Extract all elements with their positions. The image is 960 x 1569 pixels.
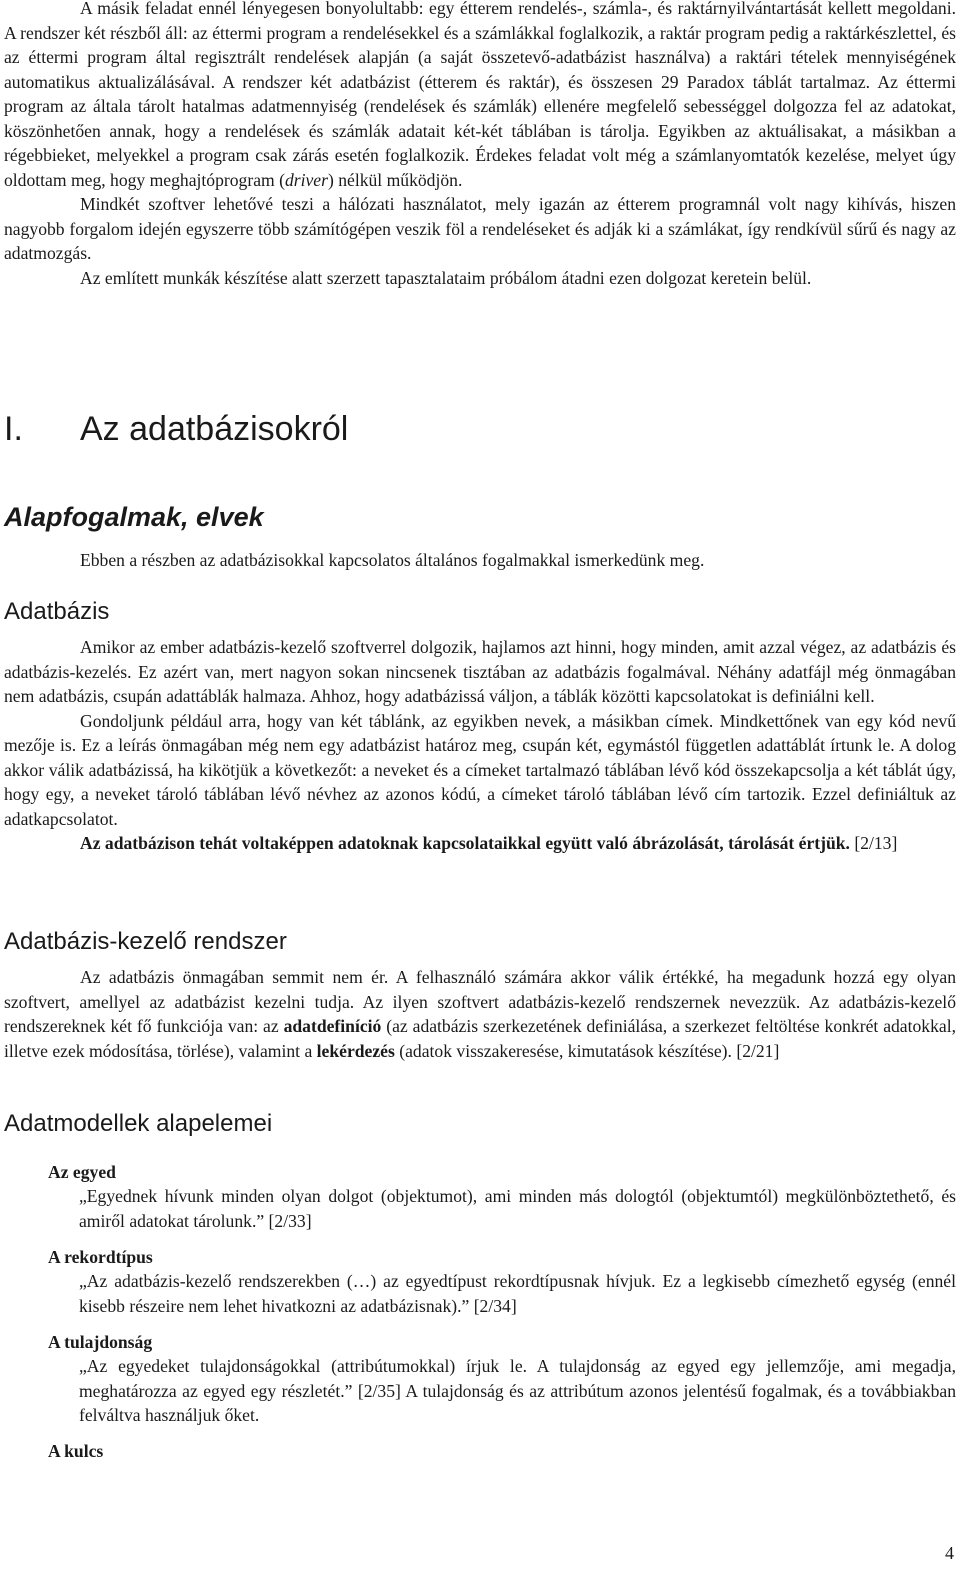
term-tulajdonsag: A tulajdonság	[48, 1332, 153, 1352]
term-kulcs: A kulcs	[48, 1441, 104, 1461]
term-egyed: Az egyed	[48, 1162, 116, 1182]
subheading-adatmodellek: Adatmodellek alapelemei	[4, 1110, 273, 1137]
subheading-kezelo: Adatbázis-kezelő rendszer	[4, 928, 287, 955]
subheading-adatbazis: Adatbázis	[4, 598, 110, 625]
intro-paragraph-3: Az említett munkák készítése alatt szerzett tapasztalataim próbálom átadni ezen dolgozat keretein belül.	[80, 267, 812, 288]
kezelo-paragraph: Az adatbázis önmagában semmit nem ér. A felhasználó számára akkor válik értékké, ha megadunk hozzá egy olyan szoftvert, amellyel az adatbázist kezelni tudja. Az ilyen szoftvert adatbázis-kezelő rendszernek nevezzük. Az adatbázis-kezelő rendszereknek két fő funkciója van: az adatdefiníció (az adatbázis szerkezetének definiálása, a szerkezet feltöltése konkrét adatokkal, illetve ezek módosítása, törlése), valamint a lekérdezés (adatok visszakeresése, kimutatások készítése). [2/21]	[4, 967, 956, 1061]
intro-paragraph-2: Mindkét szoftver lehetővé teszi a hálózati használatot, mely igazán az étterem programnál volt nagy kihívás, hiszen nagyobb forgalom idején egyszerre több számítógépen veszik föl a rendeléseket és adják ki a számlákat, így rendkívül sűrű és nagy az adatmozgás.	[4, 194, 956, 263]
quote-egyed: „Egyednek hívunk minden olyan dolgot (objektumot), ami minden más dologtól (objektumtól) megkülönböztethető, és amiről adatokat tárolunk.” [2/33]	[79, 1186, 956, 1231]
adatbazis-definition: Az adatbázison tehát voltaképpen adatoknak kapcsolataikkal együtt való ábrázolását, tárolását értjük. [2/13]	[80, 833, 898, 853]
chapter-heading	[4, 410, 348, 449]
adatbazis-paragraph-2: Gondoljunk például arra, hogy van két táblánk, az egyikben nevek, a másikban címek. Mindkettőnek van egy kód nevű mezője is. Ez a leírás önmagában még nem egy adatbázist határoz meg, csupán két, egymástól független adattáblát írtunk le. A dolog akkor válik adatbázissá, ha kikötjük a következőt: a neveket és a címeket tartalmazó táblában lévő kód összekapcsolja a két táblát úgy, hogy egy, a neveket tároló táblában lévő névhez az azonos kódú, a címeket tároló táblában lévő cím tartozik. Ezzel definiáltuk az adatkapcsolatot.	[4, 710, 956, 829]
chapter-number: I.	[4, 410, 23, 448]
adatbazis-block	[4, 635, 956, 856]
quote-tulajdonsag: „Az egyedeket tulajdonságokkal (attribútumokkal) írjuk le. A tulajdonság az egyed egy jellemzője, ami megadja, meghatározza az egyed egy részletét.” [2/35] A tulajdonság és az attribútum azonos jelentésű fogalmak, és a továbbiakban felváltva használjuk őket.	[79, 1356, 956, 1425]
page-number: 4	[945, 1543, 954, 1563]
section-heading: Alapfogalmak, elvek	[4, 502, 264, 532]
chapter-title: Az adatbázisokról	[80, 410, 349, 448]
quote-rekordtipus: „Az adatbázis-kezelő rendszerekben (…) az egyedtípust rekordtípusnak hívjuk. Ez a legkisebb címezhető egység (ennél kisebb részeire nem lehet hivatkozni az adatbázisnak).” [2/34]	[79, 1271, 956, 1316]
intro-block	[4, 0, 956, 290]
intro-paragraph-1: A másik feladat ennél lényegesen bonyolultabb: egy étterem rendelés-, számla-, és raktárnyilvántartását kellett megoldani. A rendszer két részből áll: az éttermi program a rendelésekkel és a számlákkal foglalkozik, a raktár program pedig a raktárkészlettel, és az éttermi program által regisztrált rendelések alapján (a saját összetevő-adatbázist használva) a raktári tételek mennyiségének automatikus aktualizálásával. A rendszer két adatbázist (étterem és raktár), és összesen 29 Paradox táblát tartalmaz. Az éttermi program az általa tárolt hatalmas adatmennyiség (rendelések és számlák) ellenére megfelelő sebességgel dolgozza fel az adatokat, köszönhetően annak, hogy a rendelések és számlák adatait két-két táblában is tárolja. Egyikben az aktuálisakat, a másikban a régebbieket, melyekkel a program csak zárás esetén foglalkozik. Érdekes feladat volt még a számlanyomtatók kezelése, melyet úgy oldottam meg, hogy meghajtóprogram (driver) nélkül működjön.	[4, 0, 956, 190]
kezelo-block	[4, 965, 956, 1063]
adatbazis-paragraph-1: Amikor az ember adatbázis-kezelő szoftverrel dolgozik, hajlamos azt hinni, hogy minden, amit azzal végez, az adatbázis és adatbázis-kezelés. Ez azért van, mert nagyon sokan nincsenek tisztában az adatbázis fogalmával. Néhány adatfájl még önmagában nem adatbázis, csupán adattáblák halmaza. Ahhoz, hogy adatbázissá váljon, a táblák közötti kapcsolatokat is definiálni kell.	[4, 637, 956, 706]
section-intro: Ebben a részben az adatbázisokkal kapcsolatos általános fogalmakkal ismerkedünk meg.	[80, 550, 705, 570]
term-rekordtipus: A rekordtípus	[48, 1247, 153, 1267]
